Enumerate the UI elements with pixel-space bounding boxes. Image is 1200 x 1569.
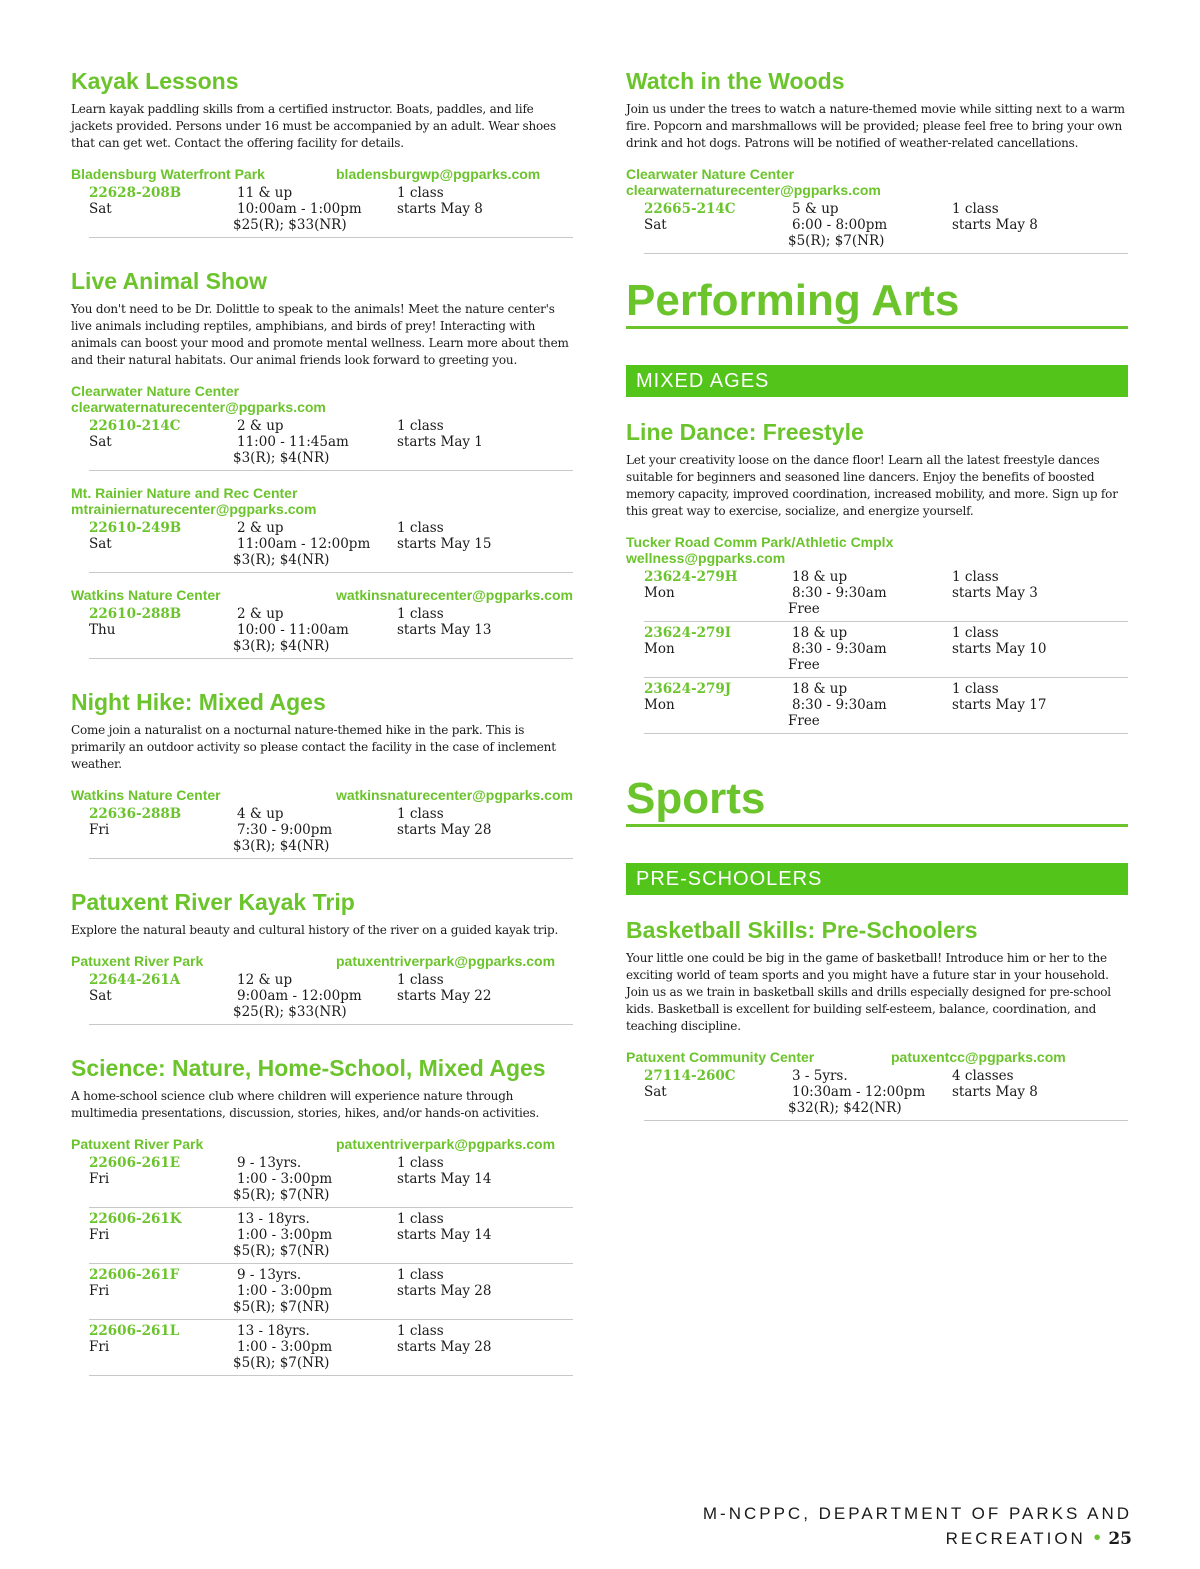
session-classes: 1 class [397,520,444,536]
course-code: 27114-260C [644,1068,736,1084]
facility-header [71,383,573,415]
session-day: Sat [644,1084,667,1100]
session-col-start [952,681,1128,729]
course-code: 22606-261E [89,1155,181,1171]
session-ages: 18 & up [792,569,848,585]
session-col-code [89,418,237,466]
session-col-start [397,418,573,466]
session-col-start [397,520,573,568]
session-time: 10:00am - 1:00pm [237,201,362,217]
session-day: Fri [89,1227,110,1243]
session-col-code [89,1267,237,1315]
session-row [89,1152,573,1208]
course-code: 22610-249B [89,520,182,536]
program-description: Your little one could be big in the game of basketball! Introduce him or her to the exciting world of team sports and you might have a future star in your household. Join us as we train in basketball skills and drills especially designed for pre-school kids. Basketball is excellent for building self-esteem, balance, coordination, and teaching discipline. [626,951,1111,1033]
session-col-code [89,1323,237,1371]
performing-arts-section [626,276,1128,734]
session-time: 1:00 - 3:00pm [237,1171,333,1187]
session-day: Sat [89,988,112,1004]
session-col-code [89,806,237,854]
session-day: Sat [89,536,112,552]
session-fee: $32(R); $42(NR) [788,1100,902,1116]
session-col-code [644,1068,792,1116]
program-description: Join us under the trees to watch a nature-themed movie while sitting next to a warm fire. Popcorn and marshmallows will be provided; please feel free to bring your own drink and hot dogs. Patrons will be notified of weather-related cancellations. [626,102,1125,150]
session-col-code [89,185,237,233]
facility-header [71,587,573,603]
session-time: 10:30am - 12:00pm [792,1084,926,1100]
sports-section [626,774,1128,1121]
session-row [644,678,1128,734]
session-day: Thu [89,622,116,638]
session-classes: 1 class [952,569,999,585]
session-fee: $5(R); $7(NR) [233,1299,330,1315]
session-time: 7:30 - 9:00pm [237,822,333,838]
session-start: starts May 17 [952,697,1047,713]
facility-name: Mt. Rainier Nature and Rec Center [71,485,298,501]
facility-block [71,383,573,471]
session-fee: $3(R); $4(NR) [233,638,330,654]
session-fee: $5(R); $7(NR) [233,1243,330,1259]
session-col-start [397,1211,573,1259]
facility-email-link[interactable]: watkinsnaturecenter@pgparks.com [336,587,573,603]
session-col-time [233,1323,397,1371]
session-day: Sat [89,434,112,450]
session-col-start [952,1068,1128,1116]
session-col-time [233,520,397,568]
session-start: starts May 28 [397,822,492,838]
session-day: Mon [644,697,675,713]
facility-header [626,1049,1128,1065]
session-fee: Free [788,657,820,673]
program-title: Kayak Lessons [71,68,239,94]
program-block [626,915,1128,1121]
facility-header [71,787,573,803]
facility-email-link[interactable]: wellness@pgparks.com [626,550,786,566]
facility-email-link[interactable]: patuxentriverpark@pgparks.com [336,1136,556,1152]
page-number: 25 [1108,1529,1132,1549]
session-classes: 1 class [397,1323,444,1339]
session-time: 11:00am - 12:00pm [237,536,371,552]
course-code: 22665-214C [644,201,736,217]
session-col-time [233,606,397,654]
course-code: 23624-279H [644,569,738,585]
session-col-start [952,569,1128,617]
session-classes: 1 class [397,972,444,988]
session-time: 1:00 - 3:00pm [237,1227,333,1243]
course-code: 22606-261L [89,1323,180,1339]
program-title: Line Dance: Freestyle [626,419,864,445]
session-col-start [397,1323,573,1371]
facility-block [626,166,1128,254]
session-col-code [644,201,792,249]
facility-header [71,1136,573,1152]
session-start: starts May 3 [952,585,1038,601]
session-col-start [397,1267,573,1315]
course-code: 22606-261K [89,1211,182,1227]
session-start: starts May 14 [397,1227,492,1243]
program-block [626,66,1128,254]
session-fee: $25(R); $33(NR) [233,1004,347,1020]
session-fee: $3(R); $4(NR) [233,838,330,854]
session-row [89,803,573,859]
session-row [644,1065,1128,1121]
session-col-time [788,569,952,617]
session-col-start [397,606,573,654]
session-ages: 5 & up [792,201,839,217]
facility-email-link[interactable]: clearwaternaturecenter@pgparks.com [626,182,881,198]
session-row [89,1208,573,1264]
session-ages: 11 & up [237,185,293,201]
facility-name: Tucker Road Comm Park/Athletic Cmplx [626,534,894,550]
section-title-performing-arts: Performing Arts [626,276,1128,329]
program-title: Patuxent River Kayak Trip [71,889,355,915]
session-col-code [89,972,237,1020]
course-code: 22610-214C [89,418,181,434]
session-row [89,517,573,573]
session-fee: $5(R); $7(NR) [788,233,885,249]
session-col-start [397,972,573,1020]
session-start: starts May 1 [397,434,483,450]
session-col-start [397,185,573,233]
session-col-start [952,625,1128,673]
facility-email-link[interactable]: bladensburgwp@pgparks.com [336,166,541,182]
facility-block [71,953,573,1025]
session-start: starts May 13 [397,622,492,638]
facility-block [71,166,573,238]
session-classes: 1 class [397,418,444,434]
facility-header [71,166,573,182]
session-fee: $25(R); $33(NR) [233,217,347,233]
footer-bullet: • [1093,1527,1101,1549]
program-block [71,1053,573,1376]
facility-email-link[interactable]: patuxentcc@pgparks.com [891,1049,1066,1065]
program-title: Science: Nature, Home-School, Mixed Ages [71,1055,546,1081]
facility-name: Clearwater Nature Center [71,383,240,399]
program-block [71,887,573,1025]
page-footer [560,1502,1132,1551]
facility-name: Clearwater Nature Center [626,166,795,182]
facility-name: Bladensburg Waterfront Park [71,166,265,182]
session-ages: 3 - 5yrs. [792,1068,848,1084]
session-classes: 1 class [952,201,999,217]
session-start: starts May 8 [397,201,483,217]
session-col-time [233,806,397,854]
session-classes: 4 classes [952,1068,1014,1084]
session-ages: 13 - 18yrs. [237,1323,310,1339]
session-day: Fri [89,822,110,838]
session-start: starts May 15 [397,536,492,552]
session-col-code [89,520,237,568]
session-start: starts May 28 [397,1339,492,1355]
session-row [89,603,573,659]
session-col-time [233,972,397,1020]
facility-name: Patuxent River Park [71,1136,204,1152]
facility-header [626,166,1128,198]
session-col-time [233,185,397,233]
session-col-code [644,569,792,617]
session-start: starts May 8 [952,1084,1038,1100]
session-row [89,415,573,471]
session-col-start [952,201,1128,249]
session-col-time [788,681,952,729]
course-code: 22644-261A [89,972,181,988]
session-time: 6:00 - 8:00pm [792,217,888,233]
program-title: Night Hike: Mixed Ages [71,689,326,715]
program-description: You don't need to be Dr. Dolittle to speak to the animals! Meet the nature center's live animals including reptiles, amphibians, and birds of prey! Interacting with animals can boost your mood and promote mental wellness. Learn more about them and their natural habitats. Our animal friends look forward to greeting you. [71,302,569,367]
session-row [89,182,573,238]
session-fee: $5(R); $7(NR) [233,1187,330,1203]
facility-header [71,953,573,969]
facility-block [71,787,573,859]
facility-name: Watkins Nature Center [71,787,221,803]
session-fee: Free [788,713,820,729]
session-ages: 2 & up [237,418,284,434]
session-row [644,622,1128,678]
session-ages: 4 & up [237,806,284,822]
session-col-code [89,1211,237,1259]
session-row [89,969,573,1025]
course-code: 22628-208B [89,185,182,201]
session-time: 1:00 - 3:00pm [237,1283,333,1299]
session-classes: 1 class [397,1267,444,1283]
session-col-time [233,1211,397,1259]
course-code: 23624-279I [644,625,732,641]
session-start: starts May 28 [397,1283,492,1299]
age-band-pre-schoolers: PRE-SCHOOLERS [626,863,1128,895]
facility-name: Patuxent River Park [71,953,204,969]
session-classes: 1 class [952,681,999,697]
program-block [71,687,573,859]
session-fee: $3(R); $4(NR) [233,450,330,466]
session-ages: 18 & up [792,625,848,641]
session-time: 1:00 - 3:00pm [237,1339,333,1355]
facility-block [71,1136,573,1376]
session-row [644,198,1128,254]
session-start: starts May 10 [952,641,1047,657]
session-col-code [89,1155,237,1203]
session-ages: 13 - 18yrs. [237,1211,310,1227]
session-fee: $5(R); $7(NR) [233,1355,330,1371]
session-day: Fri [89,1339,110,1355]
session-time: 8:30 - 9:30am [792,641,887,657]
session-classes: 1 class [397,606,444,622]
session-row [89,1264,573,1320]
session-ages: 12 & up [237,972,293,988]
program-block [71,266,573,659]
program-title: Basketball Skills: Pre-Schoolers [626,917,978,943]
session-row [644,566,1128,622]
session-col-time [233,1267,397,1315]
session-col-time [788,625,952,673]
session-time: 9:00am - 12:00pm [237,988,362,1004]
session-row [89,1320,573,1376]
session-ages: 2 & up [237,520,284,536]
program-description: Learn kayak paddling skills from a certified instructor. Boats, paddles, and life jackets provided. Persons under 16 must be accompanied by an adult. Wear shoes that can get wet. Contact the offering facility for details. [71,102,556,150]
session-day: Mon [644,585,675,601]
session-col-time [233,1155,397,1203]
facility-header [626,534,1128,566]
program-title: Live Animal Show [71,268,267,294]
session-day: Sat [644,217,667,233]
session-col-time [233,418,397,466]
facility-email-link[interactable]: watkinsnaturecenter@pgparks.com [336,787,573,803]
facility-block [71,587,573,659]
course-code: 22606-261F [89,1267,180,1283]
left-column [71,66,573,1404]
session-ages: 9 - 13yrs. [237,1267,302,1283]
session-classes: 1 class [397,1155,444,1171]
session-ages: 2 & up [237,606,284,622]
session-classes: 1 class [397,185,444,201]
facility-name: Patuxent Community Center [626,1049,815,1065]
facility-email-link[interactable]: clearwaternaturecenter@pgparks.com [71,399,326,415]
footer-text: M-NCPPC, DEPARTMENT OF PARKS AND RECREATION [702,1504,1132,1548]
facility-block [626,534,1128,734]
session-fee: $3(R); $4(NR) [233,552,330,568]
session-classes: 1 class [397,806,444,822]
section-title-sports: Sports [626,774,1128,827]
session-start: starts May 22 [397,988,492,1004]
course-code: 23624-279J [644,681,732,697]
program-description: Explore the natural beauty and cultural history of the river on a guided kayak trip. [71,923,559,937]
session-ages: 18 & up [792,681,848,697]
course-code: 22636-288B [89,806,182,822]
session-ages: 9 - 13yrs. [237,1155,302,1171]
session-start: starts May 14 [397,1171,492,1187]
facility-block [626,1049,1128,1121]
program-description: Let your creativity loose on the dance floor! Learn all the latest freestyle dances suitable for beginners and seasoned line dancers. Enjoy the benefits of boosted memory capacity, improved coordination, increased mobility, and more. Sign up for this great way to exercise, socialize, and energize yourself. [626,453,1118,518]
session-day: Mon [644,641,675,657]
program-description: Come join a naturalist on a nocturnal nature-themed hike in the park. This is primarily an outdoor activity so please contact the facility in the case of inclement weather. [71,723,556,771]
session-fee: Free [788,601,820,617]
session-col-start [397,806,573,854]
session-col-start [397,1155,573,1203]
session-day: Sat [89,201,112,217]
facility-email-link[interactable]: mtrainiernaturecenter@pgparks.com [71,501,317,517]
session-col-code [644,625,792,673]
session-col-time [788,1068,952,1116]
program-block [71,66,573,238]
age-band-mixed-ages: MIXED AGES [626,365,1128,397]
right-column [626,66,1128,1139]
session-time: 8:30 - 9:30am [792,585,887,601]
session-col-time [788,201,952,249]
session-time: 10:00 - 11:00am [237,622,349,638]
course-code: 22610-288B [89,606,182,622]
facility-name: Watkins Nature Center [71,587,221,603]
facility-header [71,485,573,517]
session-day: Fri [89,1171,110,1187]
program-title: Watch in the Woods [626,68,845,94]
session-classes: 1 class [397,1211,444,1227]
facility-email-link[interactable]: patuxentriverpark@pgparks.com [336,953,556,969]
session-day: Fri [89,1283,110,1299]
program-description: A home-school science club where children will experience nature through multimedia presentations, discussion, stories, hikes, and/or hands-on activities. [71,1089,540,1120]
session-time: 11:00 - 11:45am [237,434,349,450]
session-classes: 1 class [952,625,999,641]
session-col-code [89,606,237,654]
session-time: 8:30 - 9:30am [792,697,887,713]
program-block [626,417,1128,734]
facility-block [71,485,573,573]
session-col-code [644,681,792,729]
session-start: starts May 8 [952,217,1038,233]
